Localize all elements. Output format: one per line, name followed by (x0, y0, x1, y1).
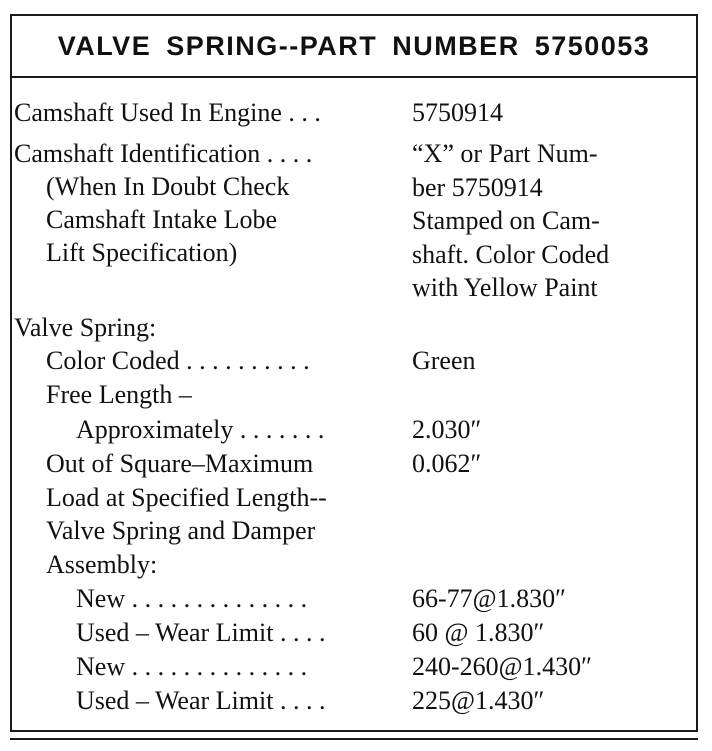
value-line: Stamped on Cam- (412, 206, 600, 235)
row-new-1 (14, 582, 674, 615)
row-out-of-square (14, 447, 674, 480)
row-label: Out of Square–Maximum (46, 449, 314, 478)
row-label: Camshaft Used In Engine . . . (14, 98, 321, 127)
value-line: “X” or Part Num- (412, 139, 598, 168)
value-line: shaft. Color Coded (412, 239, 610, 269)
row-label: Load at Specified Length-- (46, 483, 327, 512)
row-label: Approximately . . . . . . . (76, 415, 325, 444)
value-line: ber 5750914 (412, 172, 543, 202)
value-line: with Yellow Paint (412, 273, 598, 302)
row-used-1 (14, 616, 674, 649)
title-bar (12, 16, 696, 78)
bottom-rule (10, 738, 698, 740)
row-free-length-approx (14, 413, 674, 446)
row-label: Free Length – (46, 380, 192, 409)
row-label: Used – Wear Limit . . . . (76, 686, 326, 715)
row-note: (When In Doubt Check (46, 172, 290, 201)
row-free-length (14, 378, 674, 411)
row-camshaft-identification (14, 137, 674, 307)
row-value: 5750914 (412, 98, 503, 127)
row-value: 2.030″ (412, 415, 482, 444)
row-note: Lift Specification) (46, 238, 238, 267)
row-load-header (14, 514, 674, 547)
row-label: New . . . . . . . . . . . . . . (76, 584, 308, 613)
row-value: 240-260@1.430″ (412, 652, 592, 681)
row-label: Used – Wear Limit . . . . (76, 618, 326, 647)
row-value: Green (412, 346, 476, 375)
row-value: 225@1.430″ (412, 686, 545, 715)
row-note: Camshaft Intake Lobe (46, 205, 278, 234)
row-load-header (14, 481, 674, 514)
row-label: Camshaft Identification . . . . (14, 139, 313, 168)
row-value: 0.062″ (412, 449, 482, 478)
row-value: 66-77@1.830″ (412, 584, 566, 613)
row-color-coded (14, 344, 674, 377)
row-new-2 (14, 650, 674, 683)
row-value (412, 137, 674, 305)
section-heading: Valve Spring: (14, 313, 157, 342)
section-valve-spring (14, 311, 674, 344)
row-load-header (14, 548, 674, 581)
row-camshaft-used (14, 96, 674, 129)
row-label: Assembly: (46, 550, 158, 579)
table-title: VALVE SPRING--PART NUMBER 5750053 (57, 30, 651, 61)
row-value: 60 @ 1.830″ (412, 618, 545, 647)
row-label: Valve Spring and Damper (46, 516, 316, 545)
row-label: New . . . . . . . . . . . . . . (76, 652, 308, 681)
row-used-2 (14, 684, 674, 717)
row-label: Color Coded . . . . . . . . . . (46, 346, 310, 375)
